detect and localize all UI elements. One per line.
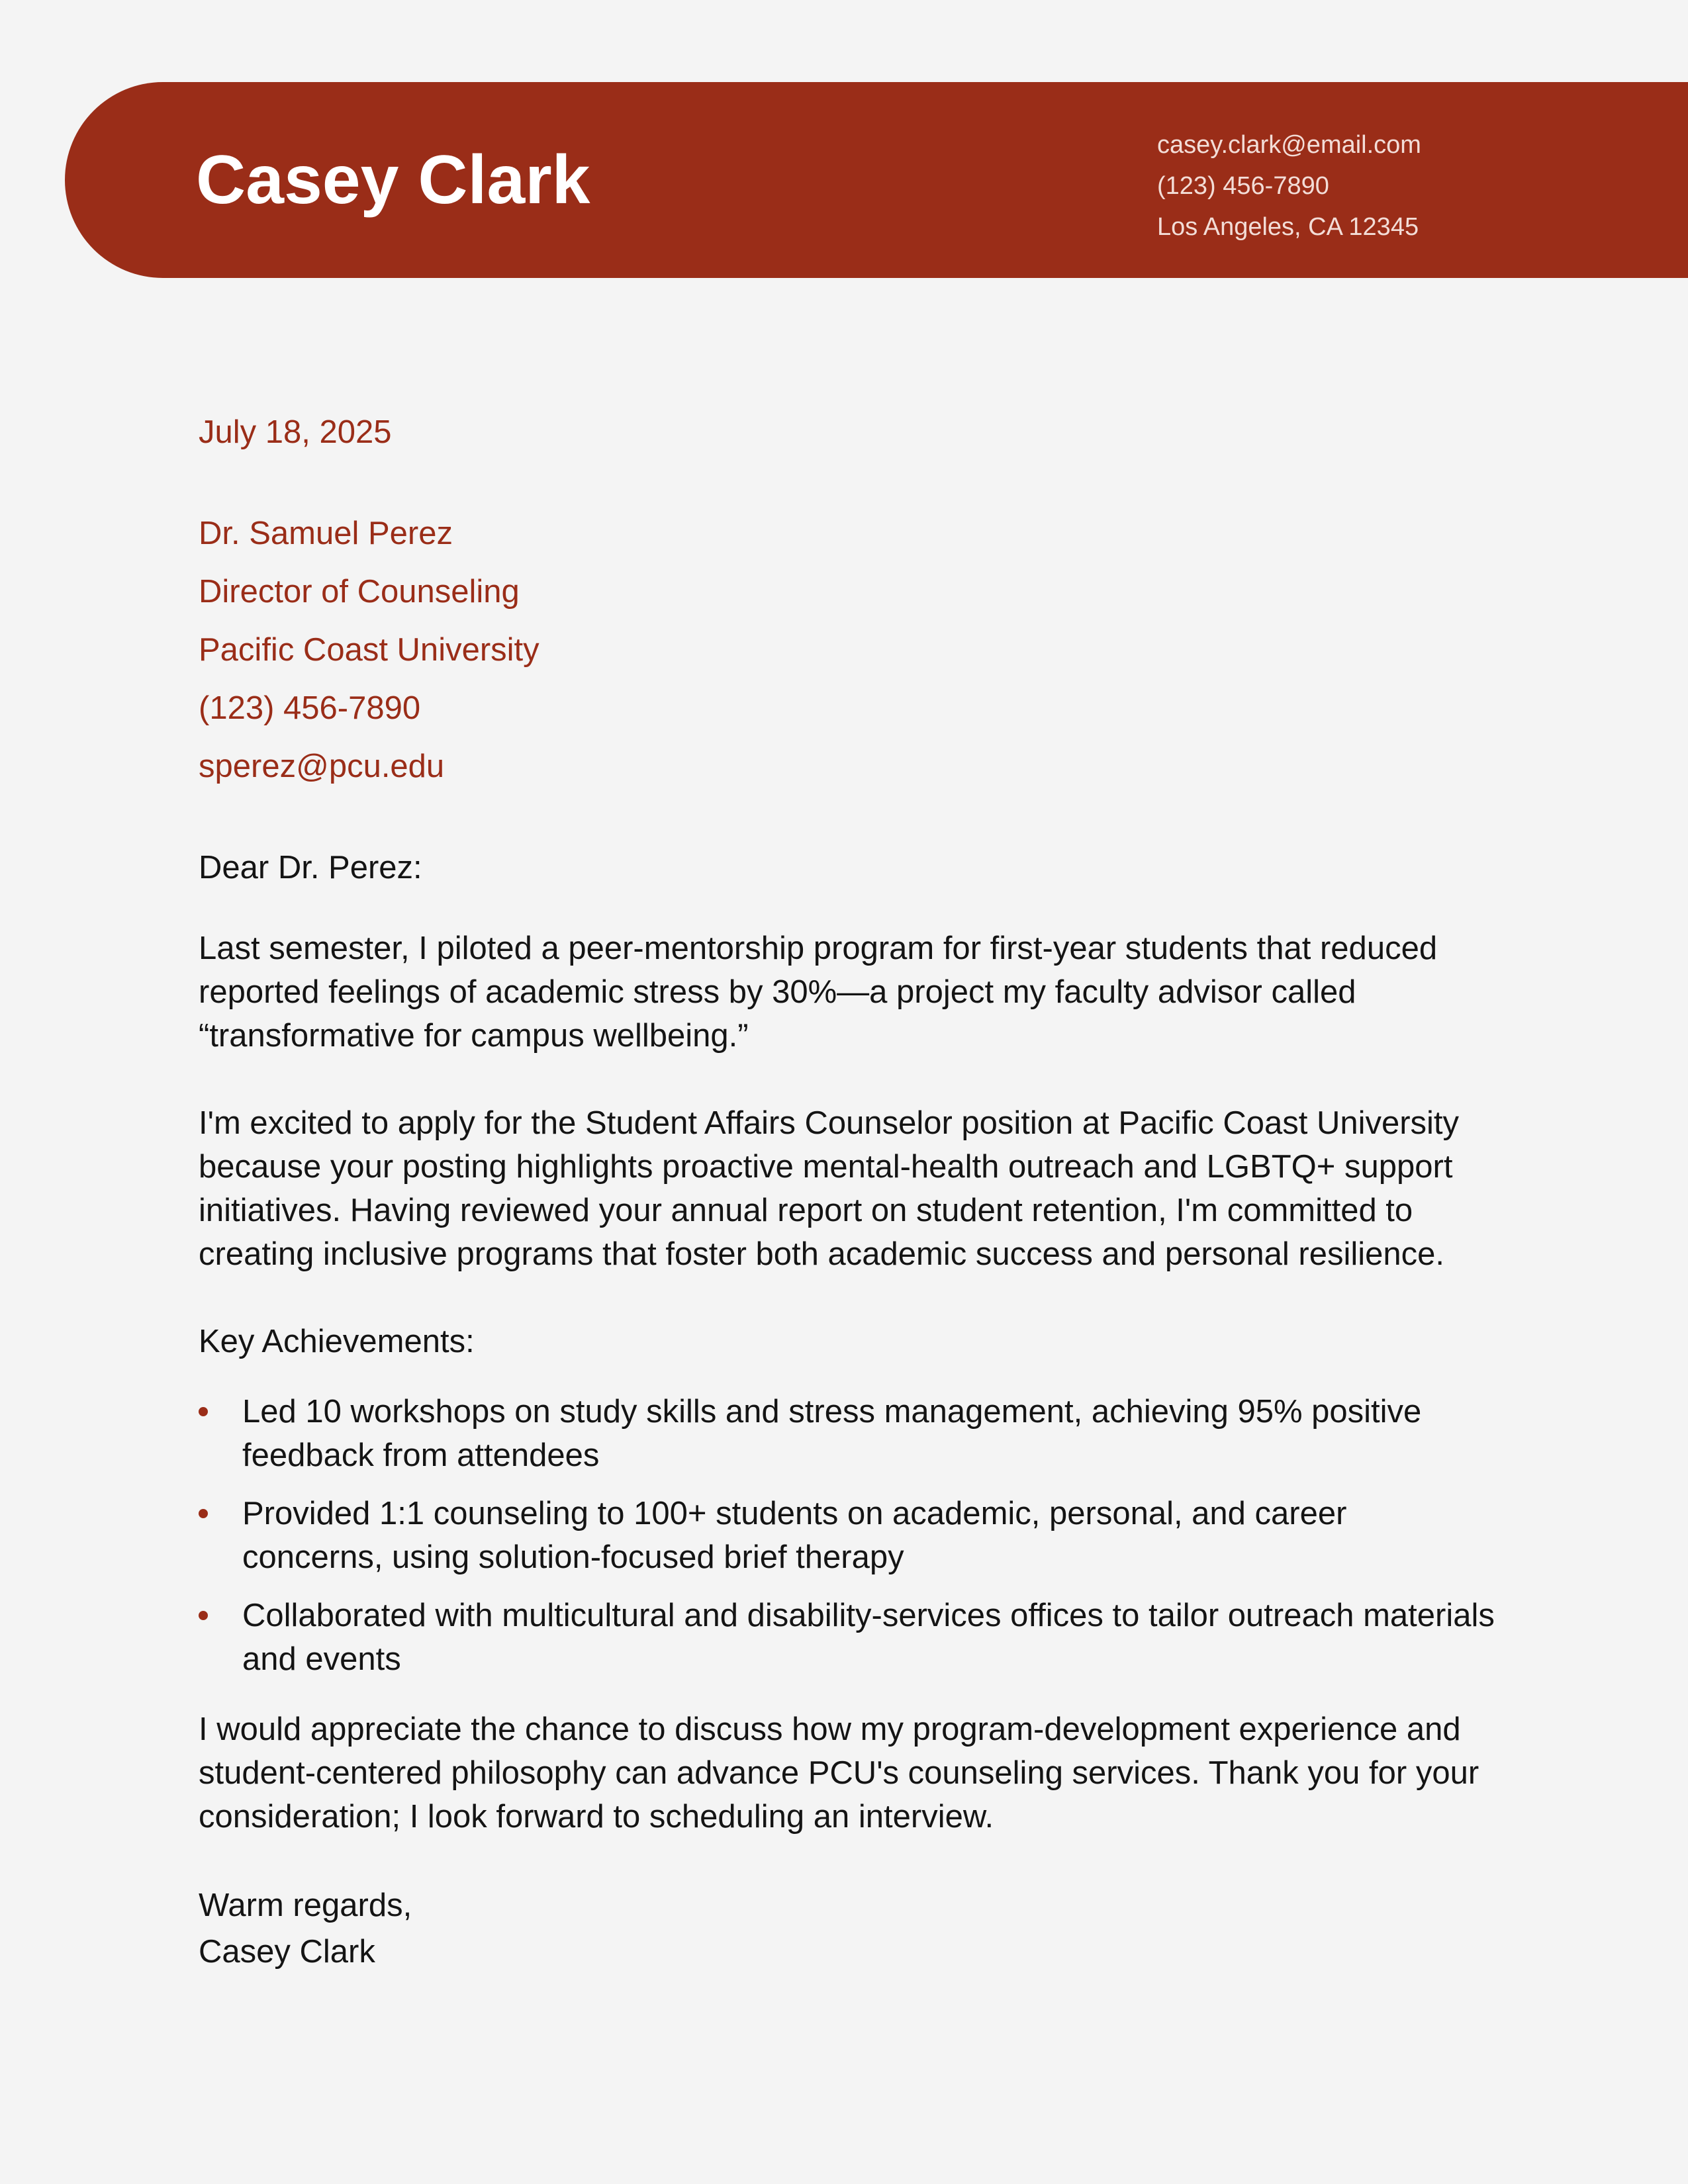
signature-name: Casey Clark bbox=[199, 1934, 375, 1970]
letter-body bbox=[199, 410, 1496, 1975]
achievement-text: Collaborated with multicultural and disability-services offices to tailor outreach materials and events bbox=[242, 1598, 1495, 1677]
sender-contact-block bbox=[1157, 124, 1421, 248]
recipient-organization: Pacific Coast University bbox=[199, 632, 539, 668]
bullet-icon bbox=[199, 1407, 208, 1416]
recipient-name: Dr. Samuel Perez bbox=[199, 516, 453, 551]
recipient-email: sperez@pcu.edu bbox=[199, 749, 445, 784]
achievement-text: Provided 1:1 counseling to 100+ students on academic, personal, and career concerns, using solution-focused brief therapy bbox=[242, 1496, 1347, 1575]
recipient-block bbox=[199, 504, 1496, 796]
bullet-icon bbox=[199, 1509, 208, 1518]
closing-paragraph: I would appreciate the chance to discuss how my program-development experience and student-centered philosophy can advance PCU's counseling services. Thank you for your consideration; I look forward to scheduling an interview. bbox=[199, 1711, 1479, 1835]
sender-location: Los Angeles, CA 12345 bbox=[1157, 213, 1419, 241]
recipient-title: Director of Counseling bbox=[199, 574, 520, 610]
header-banner bbox=[65, 82, 1688, 278]
list-item bbox=[199, 1390, 1496, 1477]
list-item bbox=[199, 1492, 1496, 1579]
bullet-icon bbox=[199, 1611, 208, 1620]
interest-paragraph: I'm excited to apply for the Student Affairs Counselor position at Pacific Coast University because your posting highlights proactive mental-health outreach and LGBTQ+ support initiatives. Having reviewed your annual report on student retention, I'm committed to creating inclusive programs that foster both academic success and personal resilience. bbox=[199, 1105, 1460, 1272]
achievement-text: Led 10 workshops on study skills and stress management, achieving 95% positive feedback from attendees bbox=[242, 1394, 1422, 1473]
letter-date: July 18, 2025 bbox=[199, 414, 392, 450]
signoff-phrase: Warm regards, bbox=[199, 1888, 412, 1923]
sender-phone: (123) 456-7890 bbox=[1157, 172, 1329, 200]
signoff-block bbox=[199, 1882, 1496, 1975]
opening-paragraph: Last semester, I piloted a peer-mentorship program for first-year students that reduced reported feelings of academic stress by 30%—a project my faculty advisor called “transformative for campus wellbeing.” bbox=[199, 931, 1438, 1054]
list-item bbox=[199, 1594, 1496, 1681]
recipient-phone: (123) 456-7890 bbox=[199, 690, 421, 726]
sender-email: casey.clark@email.com bbox=[1157, 131, 1421, 159]
salutation: Dear Dr. Perez: bbox=[199, 850, 422, 886]
achievements-list bbox=[199, 1390, 1496, 1681]
achievements-heading: Key Achievements: bbox=[199, 1324, 475, 1359]
sender-name: Casey Clark bbox=[196, 142, 590, 218]
